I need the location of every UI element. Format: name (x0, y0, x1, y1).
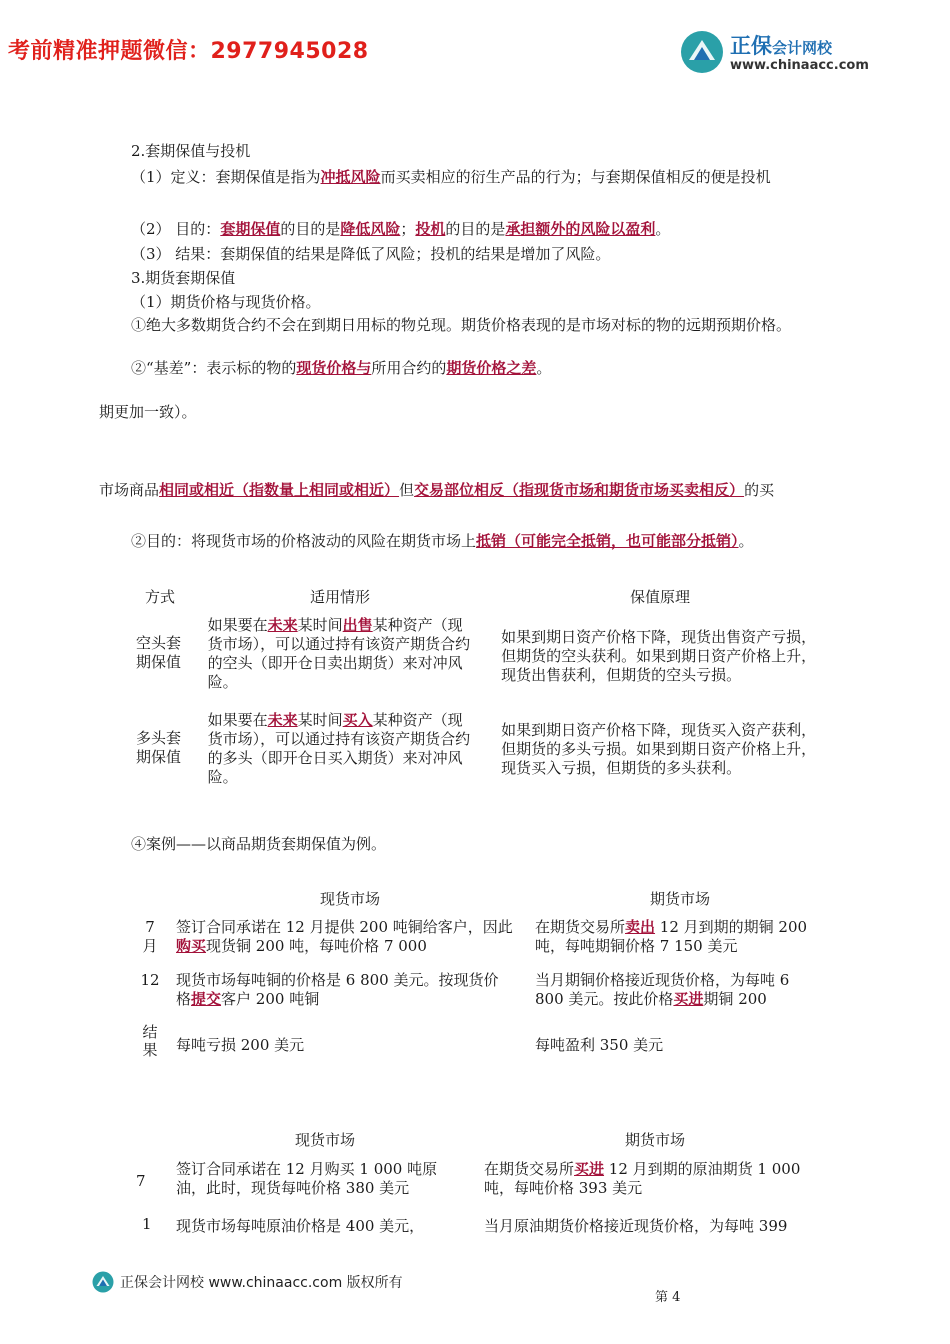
principle-cell: 如果到期日资产价格下降，现货出售资产亏损，但期货的空头获利。如果到期日资产价格上升，现货出售获利，但期货的空头亏损。 (501, 628, 817, 684)
table2-row2-label: 12 (140, 971, 160, 989)
hedging-purpose-line: ②目的：将现货市场的价格波动的风险在期货市场上抵销（可能完全抵销，也可能部分抵销）。 (131, 532, 754, 550)
table3-row1-label: 7 (136, 1172, 146, 1190)
page-footer (92, 1271, 403, 1293)
table3-row1-futures: 在期货交易所买进 12 月到期的原油期货 1 000吨，每吨价格 393 美元 (484, 1160, 801, 1197)
table1-header (125, 586, 845, 606)
table3-header-spot: 现货市场 (295, 1131, 356, 1149)
table2-row1-spot: 签订合同承诺在 12 月提供 200 吨铜给客户，因此购买现货铜 200 吨，每吨价格 7 000 (176, 918, 513, 955)
table3-row2-futures: 当月原油期货价格接近现货价格，为每吨 399 (484, 1217, 788, 1235)
footer-copyright: 正保会计网校 www.chinaacc.com 版权所有 (120, 1275, 403, 1291)
table3-row2-label: 1 (142, 1215, 152, 1233)
method-cell: 多头套期保值 (136, 729, 182, 766)
logo-icon (680, 30, 724, 74)
hedging-methods-table (128, 614, 828, 804)
table2-row3-spot: 每吨亏损 200 美元 (176, 1036, 305, 1054)
purpose-line: （2） 目的：套期保值的目的是降低风险；投机的目的是承担额外的风险以盈利。 (131, 220, 671, 238)
table3-header-futures: 期货市场 (625, 1131, 686, 1149)
table2-row1-label: 7月 (142, 918, 158, 955)
table2-header (125, 888, 845, 908)
case-heading: ④案例——以商品期货套期保值为例。 (131, 835, 387, 853)
definition-line: （1）定义：套期保值是指为冲抵风险而买卖相应的衍生产品的行为；与套期保值相反的便是投机 (131, 168, 771, 186)
page-number: 第 4 (655, 1290, 681, 1305)
logo-url: www.chinaacc.com (730, 58, 869, 73)
scene-cell: 如果要在未来某时间出售某种资产（现货市场），可以通过持有该资产期货合约的空头（即开仓日卖出期货）来对冲风险。 (207, 616, 471, 691)
result-line: （3） 结果：套期保值的结果是降低了风险；投机的结果是增加了风险。 (131, 245, 611, 263)
table2-row1-futures: 在期货交易所卖出 12 月到期的期铜 200 吨，每吨期铜价格 7 150 美元 (535, 918, 808, 955)
table3-row1-spot: 签订合同承诺在 12 月购买 1 000 吨原油，此时，现货每吨价格 380 美元 (176, 1160, 438, 1197)
table2-row2-futures: 当月期铜价格接近现货价格，为每吨 6 800 美元。按此价格买进期铜 200 (535, 971, 790, 1008)
section-heading-3: 3.期货套期保值 (131, 269, 236, 287)
promo-banner: 考前精准押题微信：2977945028 (8, 39, 369, 64)
table3-header (125, 1129, 845, 1149)
hedging-definition-line: 市场商品相同或相近（指数量上相同或相近）但交易部位相反（指现货市场和期货市场买卖相反）的买 (99, 481, 775, 499)
logo-icon (92, 1271, 114, 1293)
table2-row2-spot: 现货市场每吨铜的价格是 6 800 美元。按现货价格提交客户 200 吨铜 (176, 971, 499, 1008)
table2-header-spot: 现货市场 (320, 890, 381, 908)
table2-row3-futures: 每吨盈利 350 美元 (535, 1036, 664, 1054)
basis-continuation: 期更加一致）。 (99, 403, 197, 421)
table2-row3-label: 结果 (142, 1023, 158, 1059)
table3-row2-spot: 现货市场每吨原油价格是 400 美元， (176, 1217, 425, 1235)
basis-line: ②“基差”：表示标的物的现货价格与所用合约的期货价格之差。 (131, 359, 552, 377)
logo-text: 正保会计网校 (730, 34, 833, 58)
brand-logo (680, 26, 880, 82)
futures-price-note: ①绝大多数期货合约不会在到期日用标的物兑现。期货价格表现的是市场对标的物的远期预期价格。 (131, 316, 792, 334)
table1-header-principle: 保值原理 (630, 588, 691, 606)
table1-header-method: 方式 (145, 588, 176, 606)
table1-header-scene: 适用情形 (310, 588, 371, 606)
subheading-prices: （1）期货价格与现货价格。 (131, 293, 321, 311)
table-row (128, 709, 828, 804)
table-row (128, 614, 828, 709)
method-cell: 空头套期保值 (136, 634, 182, 671)
table2-header-futures: 期货市场 (650, 890, 711, 908)
principle-cell: 如果到期日资产价格下降，现货买入资产获利，但期货的多头亏损。如果到期日资产价格上升，现货买入亏损，但期货的多头获利。 (501, 721, 817, 777)
section-heading-2: 2.套期保值与投机 (131, 142, 251, 160)
scene-cell: 如果要在未来某时间买入某种资产（现货市场），可以通过持有该资产期货合约的多头（即开仓日买入期货）来对冲风险。 (207, 711, 471, 786)
